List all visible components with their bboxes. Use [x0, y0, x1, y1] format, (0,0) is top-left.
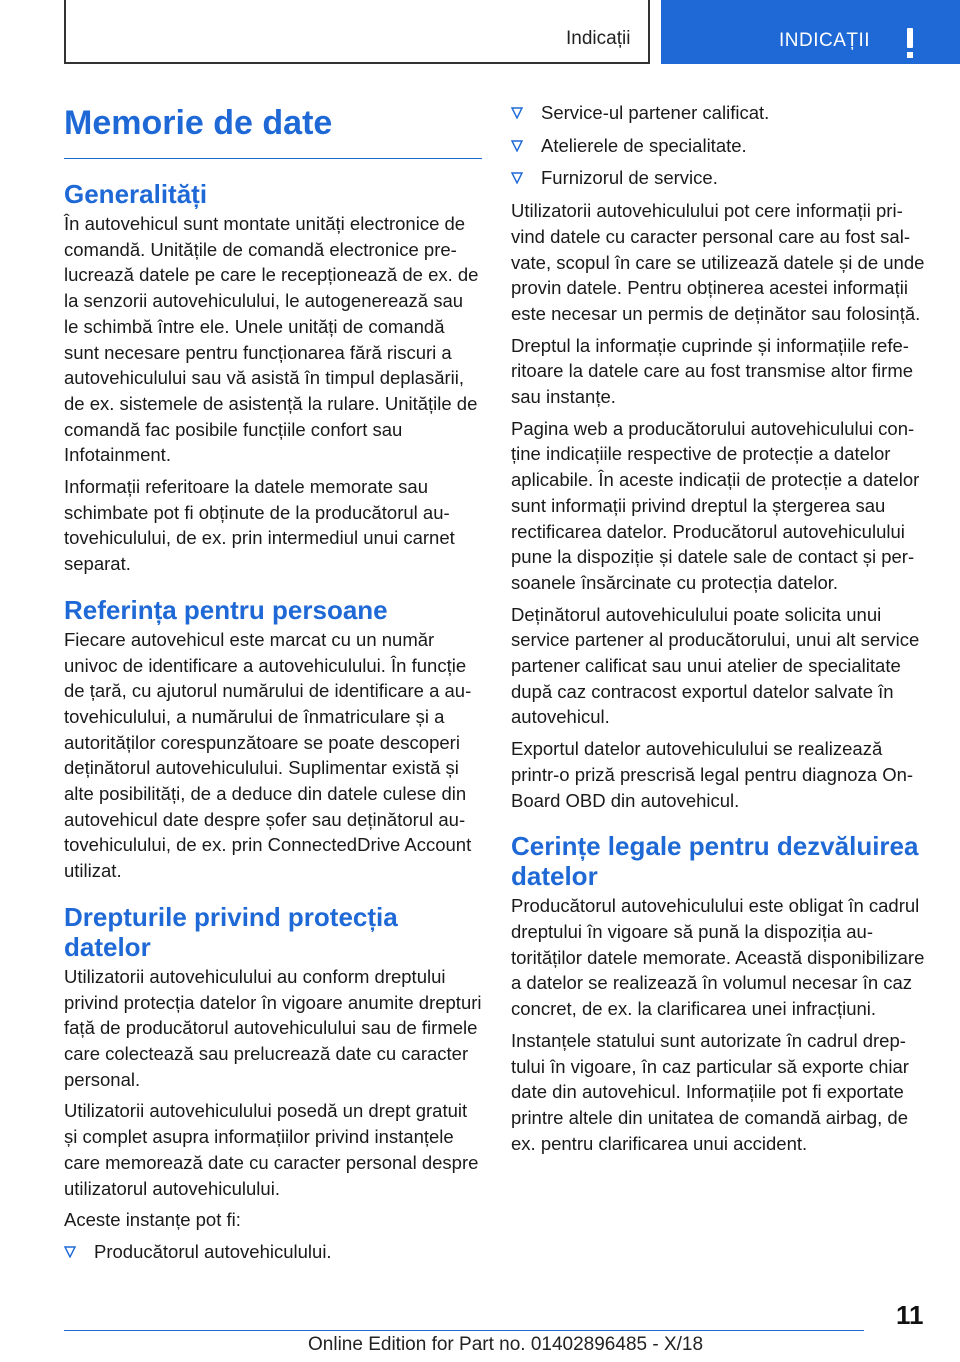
paragraph: Exportul datelor autovehiculului se realizează printr-o priză prescrisă legal pentru diagnoza On-Board OBD din autovehicul. [511, 738, 914, 811]
paragraph: Fiecare autovehicul este marcat cu un număr univoc de identificare a autovehiculului. În funcție de țară, cu ajutorul numărului de identificare a autovehiculului, a numărului de înmatriculare și a autorităților corespunzătoare se poate descoperi deținătorul autovehiculului. Suplimentar există și alte posibilități, de a deduce din datele culese din autovehicul date despre șofer sau deținătorul autovehiculului, de ex. prin ConnectedDrive Account utilizat. [64, 628, 472, 882]
paragraph: Dreptul la informație cuprinde și informațiile referitoare la datele care au fost transmise altor firme sau instanțe. [511, 334, 914, 408]
triangle-bullet-icon [64, 1246, 76, 1258]
paragraph: Deținătorul autovehiculului poate solicita unui service partener al producătorului, unui alt service partener calificat sau unui atelier de specialitate după caz contracost exportul datelor salvate în autovehicul. [511, 603, 920, 728]
footer-divider [64, 1330, 864, 1331]
list-item [511, 133, 929, 159]
heading-generalitati: Generalități [64, 179, 208, 209]
list-item-text: Furnizorul de service. [541, 167, 718, 189]
list-item [511, 165, 929, 191]
bullet-list [64, 1239, 482, 1265]
footer-edition: Online Edition for Part no. 01402896485 - X/18 [308, 1334, 704, 1355]
paragraph: Utilizatorii autovehiculului au conform dreptului privind protecția datelor în vigoare anumite drepturi față de producătorul autovehiculului sau de firmele care colectează sau prelucrează date cu caracter personal. [64, 965, 482, 1090]
triangle-bullet-icon [511, 107, 523, 119]
right-column [511, 100, 929, 1162]
bullet-list [511, 100, 929, 191]
list-item [64, 1239, 482, 1265]
list-item-text: Producătorul autovehiculului. [94, 1240, 332, 1262]
header-tab [661, 0, 960, 64]
paragraph: Utilizatorii autovehiculului posedă un drept gratuit și complet asupra informațiilor privind instanțele care memorează date cu caracter personal despre utilizatorul autovehiculului. [64, 1100, 479, 1199]
heading-cerinte: Cerințe legale pentru dezvăluirea datelor [511, 831, 919, 892]
exclamation-icon [903, 22, 917, 62]
page-number: 11 [896, 1300, 924, 1330]
header-tab-label: INDICAȚII [779, 30, 871, 51]
triangle-bullet-icon [511, 172, 523, 184]
paragraph: Instanțele statului sunt autorizate în cadrul dreptului în vigoare, în caz particular să exporte chiar date din autovehicul. Informațiile pot fi exportate printre altele din unitatea de comandă airbag, de ex. pentru clarificarea unui accident. [511, 1029, 909, 1154]
list-item-text: Service-ul partener calificat. [541, 102, 770, 123]
header-section-label: Indicații [566, 28, 631, 49]
paragraph: În autovehicul sunt montate unități electronice de comandă. Unitățile de comandă electronice prelucrează datele pe care le recepționează de ex. de la senzorii autovehiculului, le autogenerează sau le schimbă între ele. Unele unități de comandă sunt necesare pentru funcționarea fără riscuri a autovehiculului sau vă asistă în timpul deplasării, de ex. sistemele de asistență la rulare. Unitățile de comandă fac posibile funcțiile confort sau Infotainment. [64, 213, 479, 466]
header-frame [64, 0, 650, 64]
paragraph: Aceste instanțe pot fi: [64, 1209, 241, 1231]
paragraph: Informații referitoare la datele memorate sau schimbate pot fi obținute de la producătorul autovehiculului, de ex. prin intermediul unui carnet separat. [64, 476, 455, 575]
paragraph: Producătorul autovehiculului este obligat în cadrul dreptului în vigoare să pună la dispoziția autorităților datele memorate. Această disponibilizare a datelor se realizează în volumul necesar în caz concret, de ex. la clarificarea unei infracțiuni. [511, 895, 925, 1020]
page-title: Memorie de date [64, 100, 482, 159]
paragraph: Utilizatorii autovehiculului pot cere informații privind datele cu caracter personal care au fost salvate, scopul în care se utilizează datele și de unde provin datele. Pentru obținerea acestei informații este necesar un permis de deținător sau folosință. [511, 200, 925, 324]
list-item-text: Atelierele de specialitate. [541, 134, 747, 156]
list-item [511, 100, 929, 126]
paragraph: Pagina web a producătorului autovehiculului conține indicațiile respective de protecție a datelor aplicabile. În aceste indicații de protecție a datelor sunt informații privind dreptul la ștergerea sau rectificarea datelor. Producătorul autovehiculului pune la dispoziție și datele sale de contact și persoanele însărcinate cu protecția datelor. [511, 417, 920, 593]
triangle-bullet-icon [511, 140, 523, 152]
left-column [64, 100, 482, 1272]
heading-referinta: Referința pentru persoane [64, 594, 388, 625]
heading-drepturile: Drepturile privind protecția datelor [64, 901, 398, 962]
